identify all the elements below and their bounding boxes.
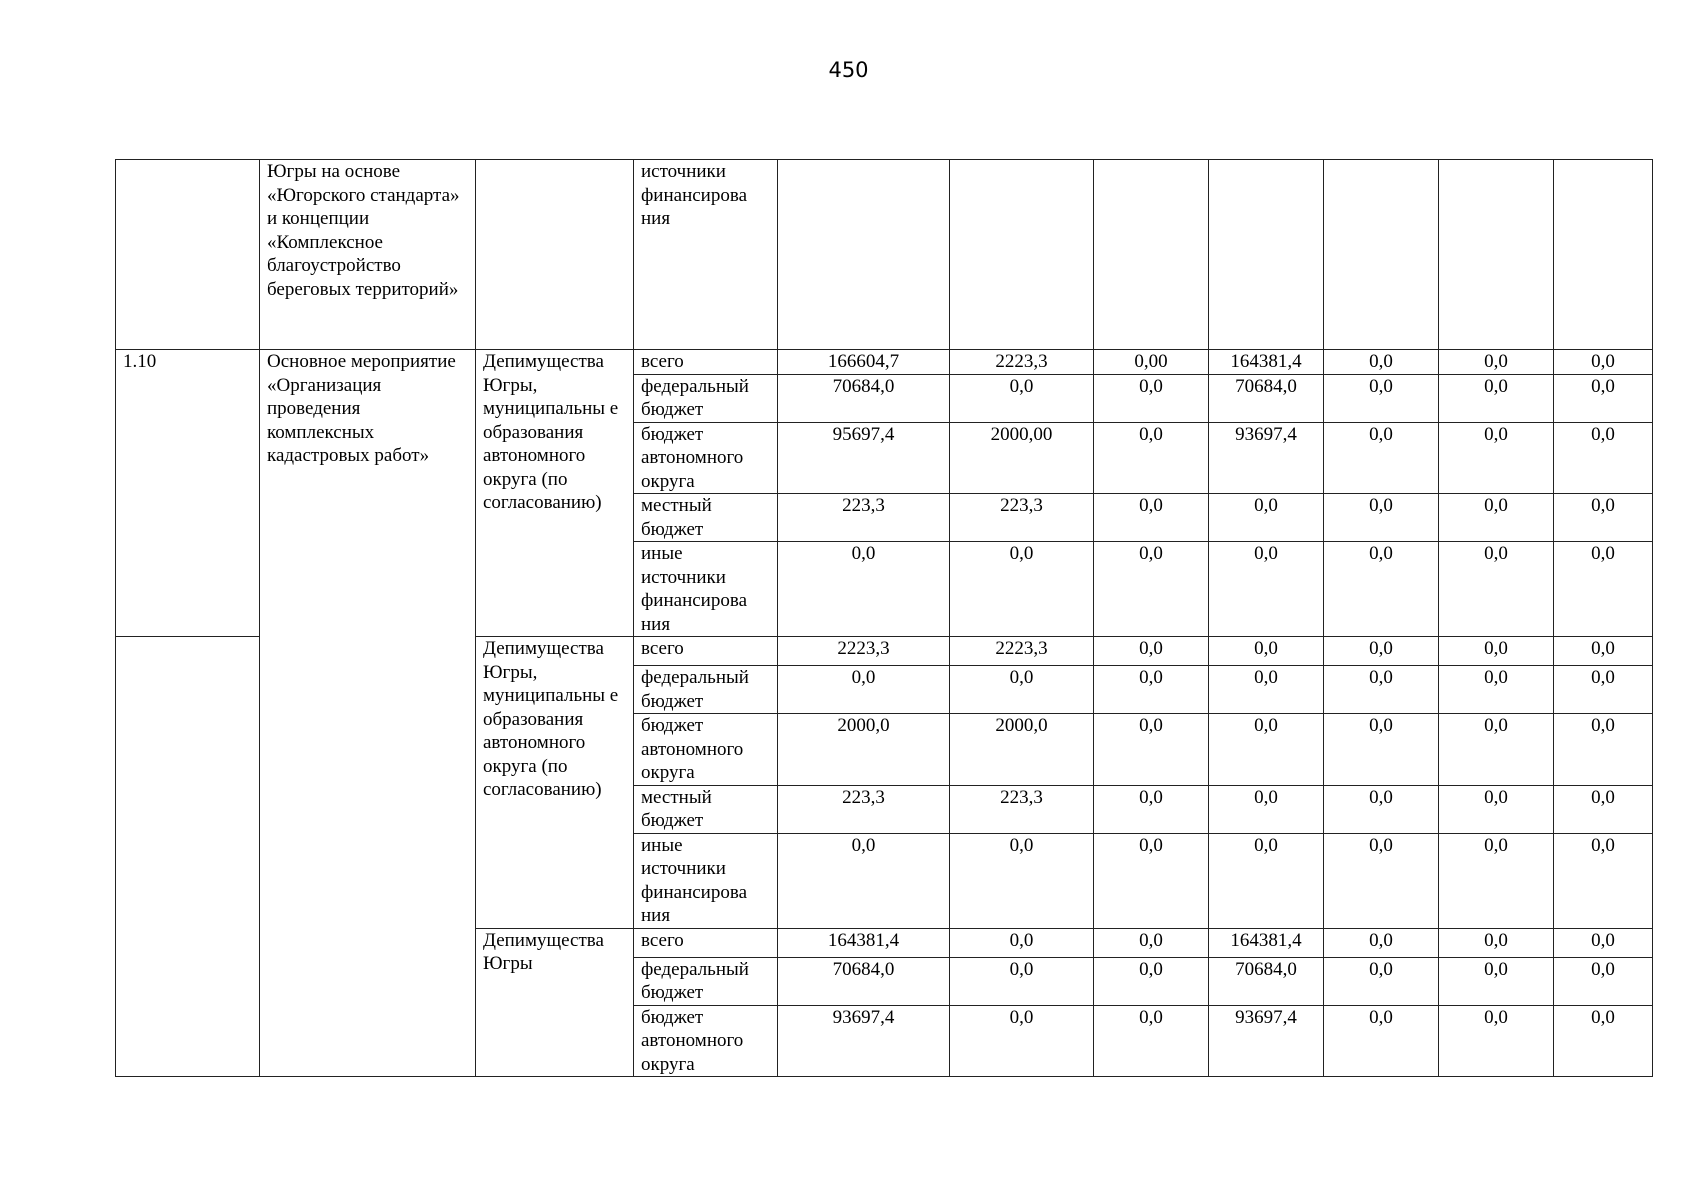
value-cell: 0,0 <box>1324 1005 1439 1077</box>
value-cell: 0,0 <box>1554 374 1653 422</box>
value-cell-empty <box>950 160 1094 350</box>
value-cell: 2223,3 <box>950 350 1094 375</box>
value-cell: 0,0 <box>1094 957 1209 1005</box>
value-cell: 0,0 <box>1324 374 1439 422</box>
value-cell: 0,0 <box>1439 957 1554 1005</box>
value-cell: 70684,0 <box>1209 374 1324 422</box>
value-cell: 0,0 <box>1439 542 1554 637</box>
value-cell: 0,0 <box>1094 714 1209 786</box>
value-cell: 0,0 <box>1324 350 1439 375</box>
value-cell-empty <box>1094 160 1209 350</box>
executor-cell: Депимущества Югры <box>476 928 634 1077</box>
value-cell: 0,0 <box>1439 928 1554 957</box>
value-cell: 0,0 <box>1324 637 1439 666</box>
value-cell: 70684,0 <box>778 374 950 422</box>
source-cell: всего <box>634 928 778 957</box>
value-cell: 0,0 <box>1554 637 1653 666</box>
value-cell: 0,0 <box>1324 494 1439 542</box>
value-cell: 0,0 <box>1094 833 1209 928</box>
value-cell: 0,0 <box>1554 957 1653 1005</box>
continuation-row <box>116 160 1653 350</box>
measure-name-continuation: Югры на основе «Югорского стандарта» и концепции «Комплексное благоустройство береговых территорий» <box>260 160 476 350</box>
value-cell: 0,0 <box>1209 785 1324 833</box>
value-cell: 164381,4 <box>1209 928 1324 957</box>
value-cell: 0,0 <box>950 957 1094 1005</box>
value-cell: 164381,4 <box>778 928 950 957</box>
value-cell: 0,0 <box>1554 714 1653 786</box>
value-cell: 0,0 <box>1554 494 1653 542</box>
value-cell: 0,0 <box>1209 666 1324 714</box>
executor-cell: Депимущества Югры, муниципальны е образования автономного округа (по согласованию) <box>476 350 634 637</box>
value-cell: 0,0 <box>1324 957 1439 1005</box>
value-cell: 0,0 <box>1439 374 1554 422</box>
value-cell: 0,0 <box>1439 833 1554 928</box>
value-cell-empty <box>1209 160 1324 350</box>
source-cell: бюджет автономного округа <box>634 422 778 494</box>
value-cell: 223,3 <box>778 785 950 833</box>
source-cell: всего <box>634 637 778 666</box>
table-row <box>116 350 1653 375</box>
value-cell: 223,3 <box>778 494 950 542</box>
value-cell: 0,0 <box>1324 666 1439 714</box>
value-cell: 0,0 <box>1554 542 1653 637</box>
value-cell: 0,0 <box>1439 1005 1554 1077</box>
value-cell: 0,0 <box>1094 542 1209 637</box>
value-cell: 0,0 <box>1324 833 1439 928</box>
value-cell: 0,0 <box>1209 494 1324 542</box>
value-cell: 70684,0 <box>1209 957 1324 1005</box>
value-cell: 2000,00 <box>950 422 1094 494</box>
measure-number-empty <box>116 637 260 1077</box>
value-cell: 0,0 <box>1094 928 1209 957</box>
value-cell: 0,0 <box>1439 637 1554 666</box>
source-cell: иные источники финансирова ния <box>634 542 778 637</box>
value-cell: 0,0 <box>1554 350 1653 375</box>
value-cell: 0,0 <box>1094 422 1209 494</box>
value-cell: 93697,4 <box>1209 422 1324 494</box>
source-cell: иные источники финансирова ния <box>634 833 778 928</box>
value-cell: 0,0 <box>1209 833 1324 928</box>
value-cell: 0,0 <box>1094 637 1209 666</box>
source-cell: местный бюджет <box>634 494 778 542</box>
value-cell: 223,3 <box>950 494 1094 542</box>
value-cell: 0,0 <box>778 666 950 714</box>
value-cell: 0,0 <box>1094 785 1209 833</box>
value-cell: 95697,4 <box>778 422 950 494</box>
value-cell: 164381,4 <box>1209 350 1324 375</box>
value-cell: 0,0 <box>1554 928 1653 957</box>
source-cell: федеральный бюджет <box>634 957 778 1005</box>
value-cell-empty <box>1324 160 1439 350</box>
value-cell: 0,0 <box>1439 666 1554 714</box>
value-cell: 0,0 <box>1094 494 1209 542</box>
value-cell: 0,0 <box>950 1005 1094 1077</box>
value-cell: 0,0 <box>1209 542 1324 637</box>
value-cell: 0,0 <box>1094 1005 1209 1077</box>
executor-cell: Депимущества Югры, муниципальны е образования автономного округа (по согласованию) <box>476 637 634 929</box>
value-cell: 0,0 <box>950 542 1094 637</box>
value-cell: 0,0 <box>1554 1005 1653 1077</box>
source-cell: федеральный бюджет <box>634 374 778 422</box>
value-cell: 0,0 <box>1439 422 1554 494</box>
value-cell: 0,0 <box>1209 714 1324 786</box>
value-cell: 0,0 <box>1324 714 1439 786</box>
source-cell: всего <box>634 350 778 375</box>
value-cell: 93697,4 <box>1209 1005 1324 1077</box>
source-cell: источники финансирова ния <box>634 160 778 350</box>
value-cell: 0,0 <box>778 542 950 637</box>
value-cell: 0,0 <box>1554 833 1653 928</box>
value-cell-empty <box>1439 160 1554 350</box>
financing-table <box>115 159 1653 1077</box>
value-cell: 0,0 <box>950 833 1094 928</box>
value-cell: 166604,7 <box>778 350 950 375</box>
number-cell-empty <box>116 160 260 350</box>
value-cell: 2000,0 <box>778 714 950 786</box>
value-cell: 2000,0 <box>950 714 1094 786</box>
value-cell: 2223,3 <box>778 637 950 666</box>
page-number: 450 <box>828 58 869 82</box>
value-cell: 0,0 <box>1324 422 1439 494</box>
value-cell: 2223,3 <box>950 637 1094 666</box>
value-cell: 223,3 <box>950 785 1094 833</box>
value-cell: 0,0 <box>778 833 950 928</box>
value-cell: 0,00 <box>1094 350 1209 375</box>
value-cell: 0,0 <box>950 928 1094 957</box>
executor-cell-empty <box>476 160 634 350</box>
value-cell: 0,0 <box>1094 374 1209 422</box>
value-cell-empty <box>1554 160 1653 350</box>
value-cell: 0,0 <box>1554 785 1653 833</box>
value-cell: 0,0 <box>1324 928 1439 957</box>
source-cell: местный бюджет <box>634 785 778 833</box>
value-cell: 0,0 <box>1439 350 1554 375</box>
value-cell: 0,0 <box>950 374 1094 422</box>
measure-name: Основное мероприятие «Организация проведения комплексных кадастровых работ» <box>260 350 476 1077</box>
value-cell: 0,0 <box>1554 666 1653 714</box>
source-cell: бюджет автономного округа <box>634 1005 778 1077</box>
value-cell: 70684,0 <box>778 957 950 1005</box>
source-cell: федеральный бюджет <box>634 666 778 714</box>
value-cell: 0,0 <box>1324 542 1439 637</box>
measure-number: 1.10 <box>116 350 260 637</box>
value-cell: 0,0 <box>1439 494 1554 542</box>
value-cell: 0,0 <box>1209 637 1324 666</box>
value-cell: 0,0 <box>1324 785 1439 833</box>
value-cell: 0,0 <box>1554 422 1653 494</box>
value-cell: 93697,4 <box>778 1005 950 1077</box>
value-cell-empty <box>778 160 950 350</box>
value-cell: 0,0 <box>950 666 1094 714</box>
value-cell: 0,0 <box>1094 666 1209 714</box>
value-cell: 0,0 <box>1439 714 1554 786</box>
value-cell: 0,0 <box>1439 785 1554 833</box>
source-cell: бюджет автономного округа <box>634 714 778 786</box>
